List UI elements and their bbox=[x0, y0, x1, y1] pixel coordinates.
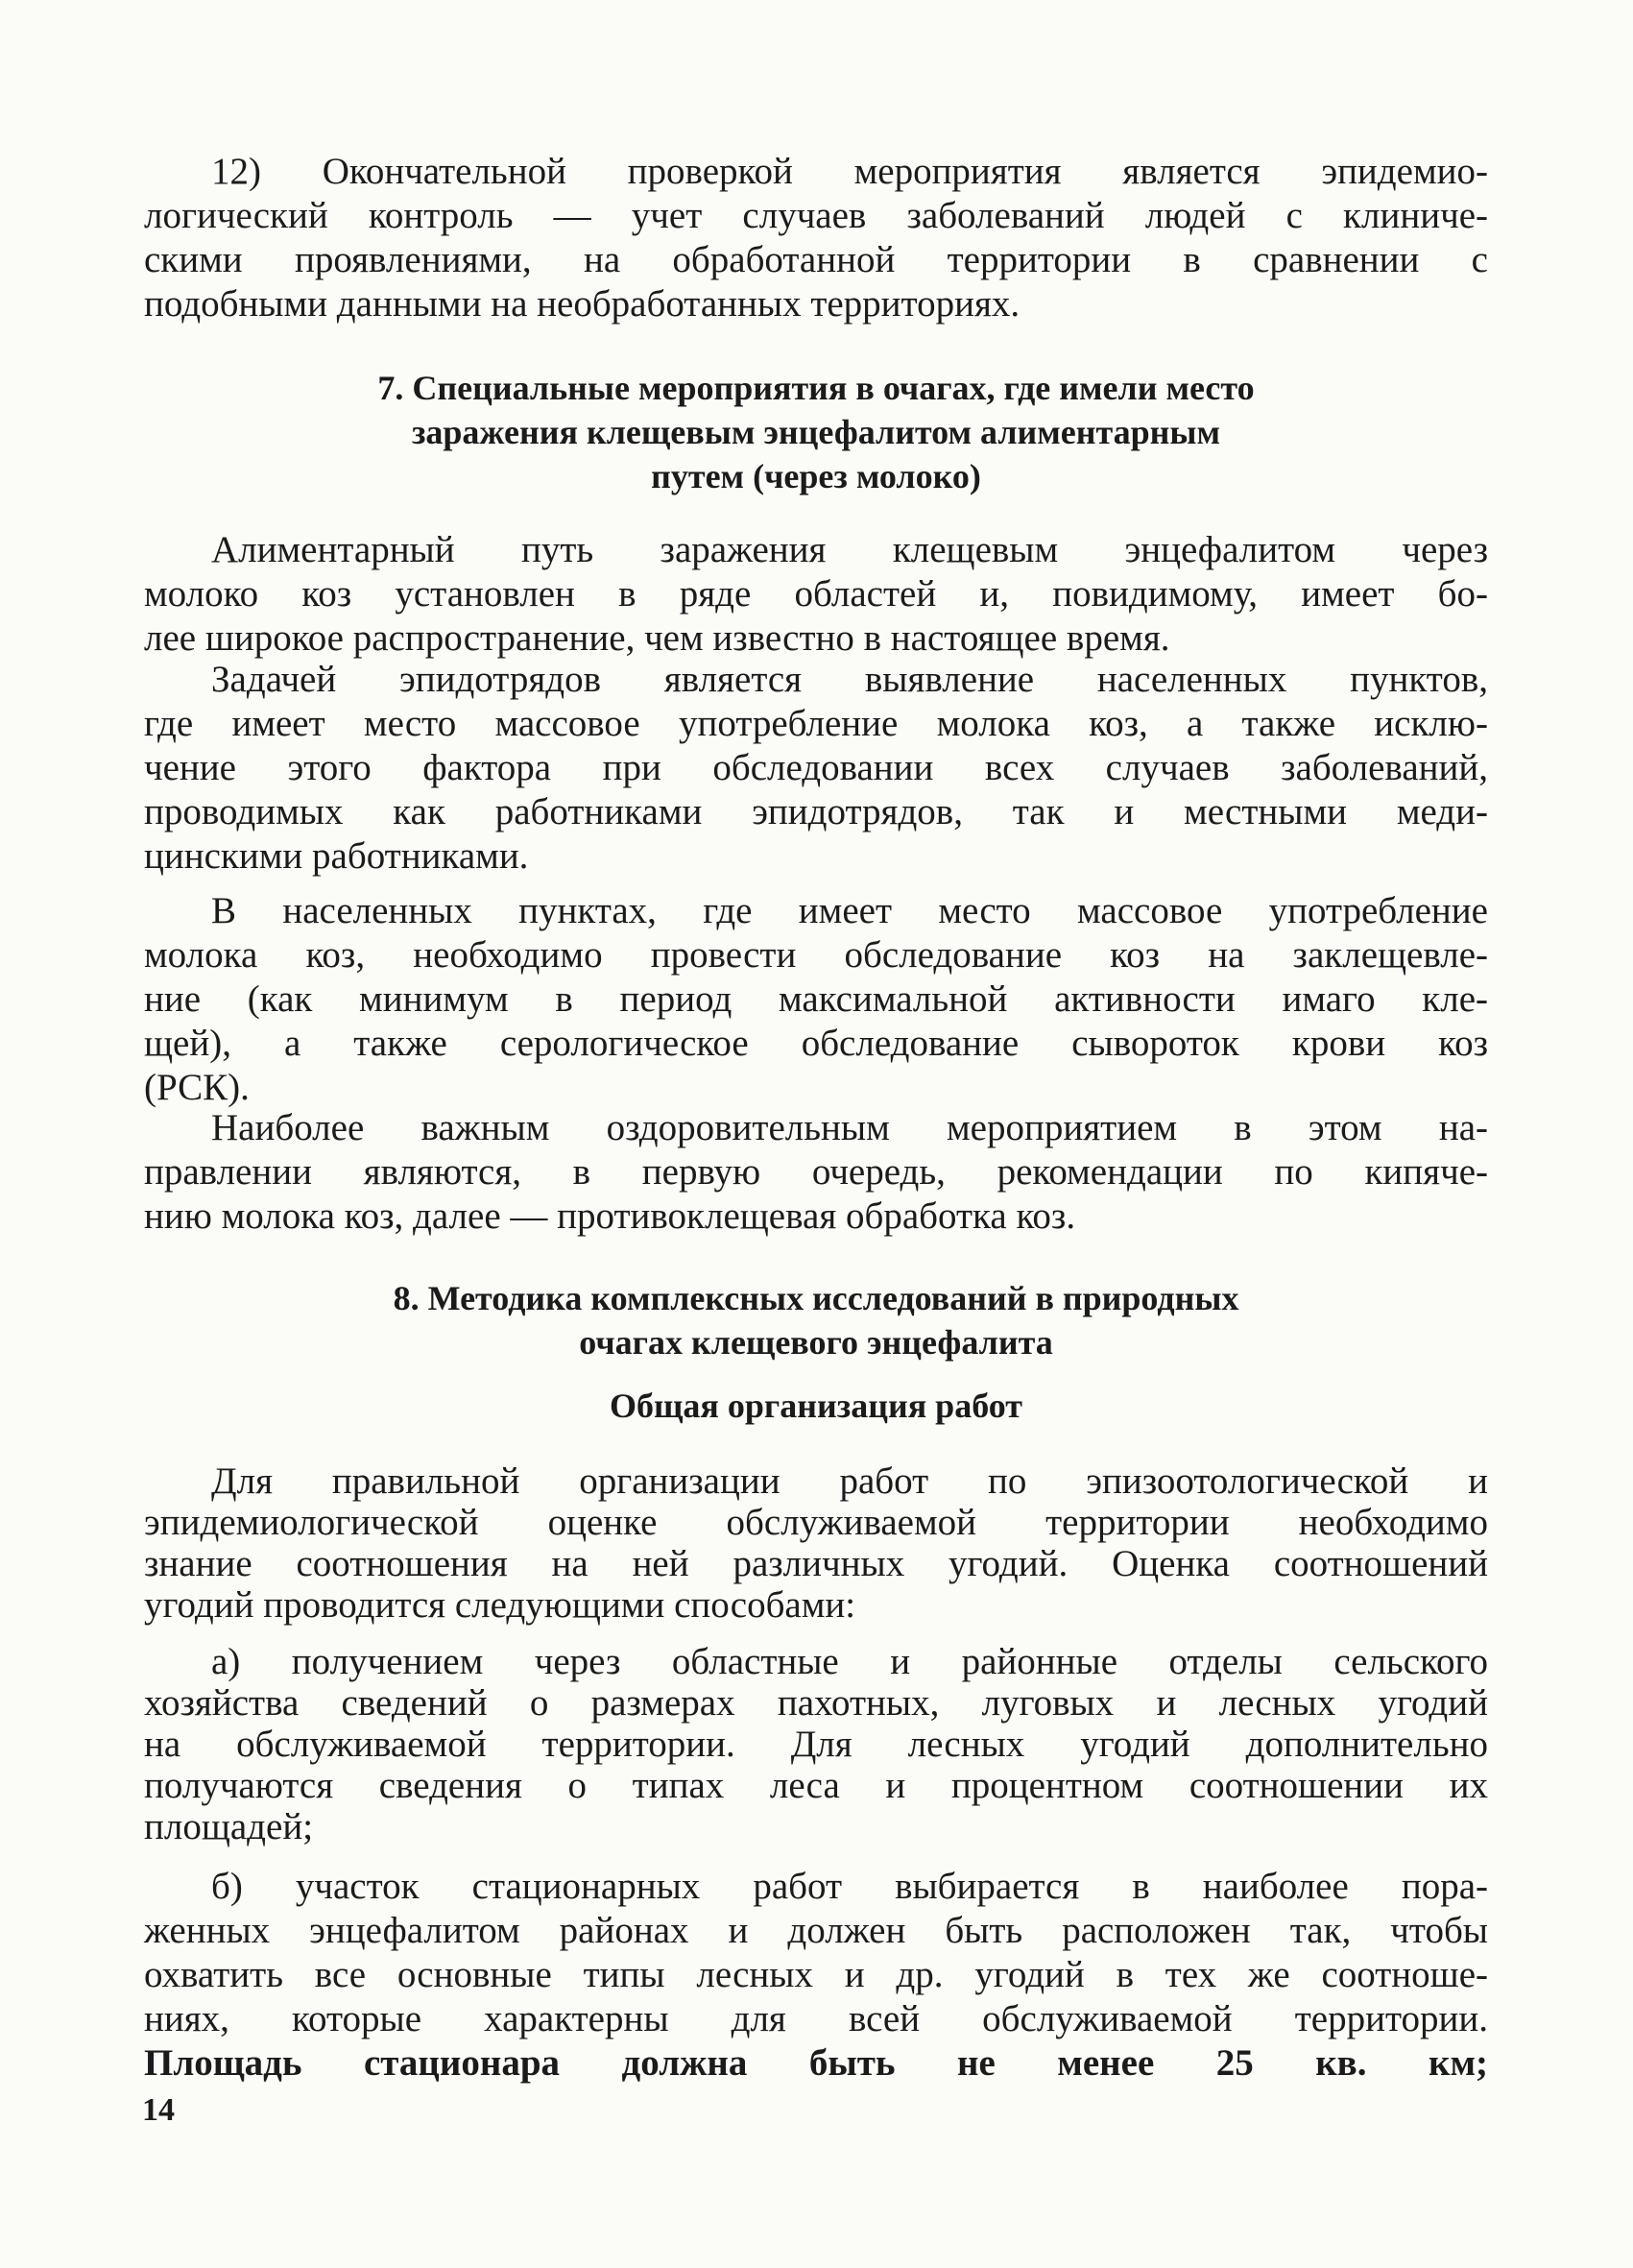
text-line: 8. Методика комплексных исследований в природных bbox=[393, 1279, 1239, 1317]
text-line: где имеет место массовое употребление молока коз, а также исклю- bbox=[144, 703, 1488, 744]
text-line: цинскими работниками. bbox=[144, 835, 529, 877]
text-line: проводимых как работниками эпидотрядов, так и местными меди- bbox=[144, 791, 1488, 832]
text-line: нию молока коз, далее — противоклещевая обработка коз. bbox=[144, 1195, 1076, 1237]
paragraph bbox=[144, 1641, 1488, 1847]
text-line: Площадь стационара должна быть не менее 25 кв. км; bbox=[144, 2042, 1488, 2084]
paragraph bbox=[144, 528, 1488, 661]
text-line: Алиментарный путь заражения клещевым энцефалитом через bbox=[211, 529, 1488, 570]
section-heading bbox=[240, 1384, 1392, 1428]
text-line: чение этого фактора при обследовании всех случаев заболеваний, bbox=[144, 747, 1488, 788]
page-number: 14 bbox=[142, 2092, 175, 2128]
text-line: ние (как минимум в период максимальной активности имаго кле- bbox=[144, 978, 1488, 1020]
paragraph bbox=[144, 1460, 1488, 1626]
text-line: б) участок стационарных работ выбирается в наиболее пора- bbox=[211, 1866, 1488, 1907]
text-line: скими проявлениями, на обработанной территории в сравнении с bbox=[144, 239, 1488, 280]
text-line: женных энцефалитом районах и должен быть расположен так, чтобы bbox=[144, 1910, 1488, 1951]
text-line: лее широкое распространение, чем известно в настоящее время. bbox=[144, 617, 1170, 659]
text-line: молока коз, необходимо провести обследование коз на заклещевле- bbox=[144, 934, 1488, 976]
paragraph bbox=[144, 889, 1488, 1110]
section-heading bbox=[240, 366, 1392, 498]
section-heading bbox=[240, 1276, 1392, 1364]
text-line: 7. Специальные мероприятия в очагах, где имели место bbox=[377, 369, 1255, 407]
paragraph bbox=[144, 1865, 1488, 2086]
text-line: заражения клещевым энцефалитом алиментарным bbox=[411, 413, 1221, 451]
text-line: площадей; bbox=[144, 1806, 314, 1847]
paragraph bbox=[144, 150, 1488, 326]
text-line: правлении являются, в первую очередь, рекомендации по кипяче- bbox=[144, 1151, 1488, 1193]
text-line: Для правильной организации работ по эпизоотологической и bbox=[211, 1460, 1488, 1502]
text-line: ниях, которые характерны для всей обслуживаемой территории. bbox=[144, 1998, 1488, 2039]
text-line: знание соотношения на ней различных угодий. Оценка соотношений bbox=[144, 1543, 1488, 1584]
text-line: хозяйства сведений о размерах пахотных, луговых и лесных угодий bbox=[144, 1682, 1488, 1724]
paragraph bbox=[144, 658, 1488, 879]
text-line: угодий проводится следующими способами: bbox=[144, 1584, 856, 1626]
text-line: Задачей эпидотрядов является выявление населенных пунктов, bbox=[211, 659, 1488, 700]
text-line: а) получением через областные и районные отделы сельского bbox=[211, 1641, 1488, 1682]
text-line: Наиболее важным оздоровительным мероприятием в этом на- bbox=[211, 1107, 1488, 1148]
text-line: молоко коз установлен в ряде областей и, повидимому, имеет бо- bbox=[144, 573, 1488, 615]
text-line: 12) Окончательной проверкой мероприятия является эпидемио- bbox=[211, 151, 1488, 192]
paragraph bbox=[144, 1106, 1488, 1239]
text-line: получаются сведения о типах леса и процентном соотношении их bbox=[144, 1765, 1488, 1806]
text-line: подобными данными на необработанных территориях. bbox=[144, 283, 1021, 325]
text-line: Общая организация работ bbox=[610, 1387, 1022, 1425]
text-line: логический контроль — учет случаев заболеваний людей с клиниче- bbox=[144, 195, 1488, 236]
text-line: путем (через молоко) bbox=[651, 457, 981, 495]
text-line: щей), а также серологическое обследование сывороток крови коз bbox=[144, 1023, 1488, 1064]
text-line: очагах клещевого энцефалита bbox=[579, 1323, 1053, 1362]
text-line: на обслуживаемой территории. Для лесных угодий дополнительно bbox=[144, 1724, 1488, 1765]
text-line: В населенных пунктах, где имеет место массовое употребление bbox=[211, 890, 1488, 931]
text-line: (РСК). bbox=[144, 1067, 250, 1108]
text-line: охватить все основные типы лесных и др. угодий в тех же соотноше- bbox=[144, 1954, 1488, 1995]
text-line: эпидемиологической оценке обслуживаемой территории необходимо bbox=[144, 1502, 1488, 1543]
